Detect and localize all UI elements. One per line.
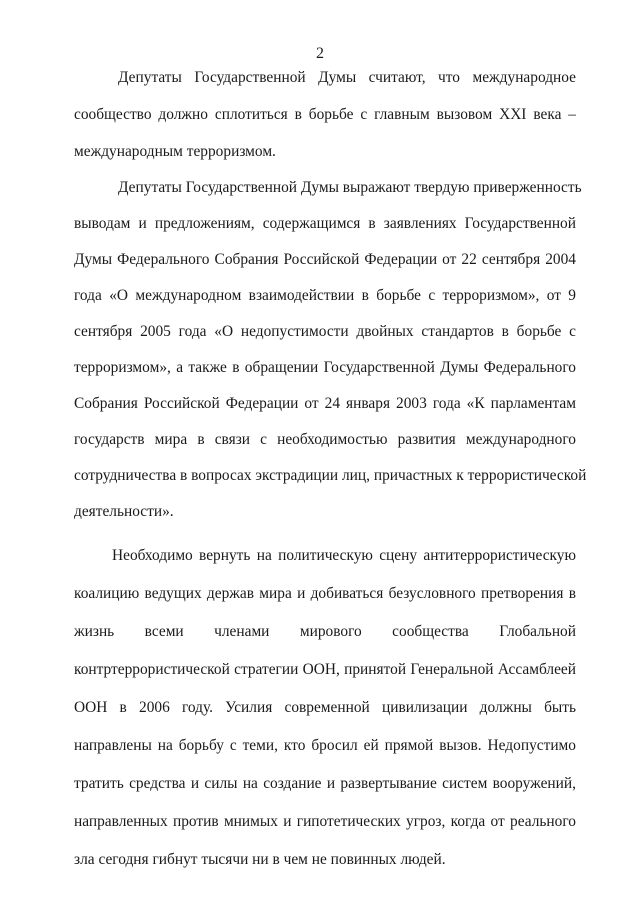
paragraph-2-line-3: Думы Федерального Собрания Российской Федерации от 22 сентября 2004	[74, 251, 576, 268]
paragraph-1-line-1: Депутаты Государственной Думы считают, что международное	[118, 69, 576, 86]
paragraph-1-line-2: сообщество должно сплотиться в борьбе с главным вызовом XXI века –	[74, 106, 576, 123]
paragraph-2-line-5: сентября 2005 года «О недопустимости двойных стандартов в борьбе с	[74, 323, 576, 340]
page-number: 2	[316, 45, 324, 62]
paragraph-3-line-5: ООН в 2006 году. Усилия современной цивилизации должны быть	[74, 699, 576, 716]
paragraph-3-line-1: Необходимо вернуть на политическую сцену антитеррористическую	[112, 547, 576, 564]
paragraph-3-line-6: направлены на борьбу с теми, кто бросил ей прямой вызов. Недопустимо	[74, 737, 576, 754]
paragraph-2-line-8: государств мира в связи с необходимостью развития международного	[74, 431, 576, 448]
paragraph-2-line-4: года «О международном взаимодействии в борьбе с терроризмом», от 9	[74, 287, 576, 304]
paragraph-3-line-3: жизнь всеми членами мирового сообщества Глобальной	[74, 623, 576, 640]
paragraph-2-line-2: выводам и предложениям, содержащимся в заявлениях Государственной	[74, 215, 576, 232]
paragraph-3-line-7: тратить средства и силы на создание и развертывание систем вооружений,	[74, 775, 576, 792]
paragraph-2-line-9: сотрудничества в вопросах экстрадиции лиц, причастных к террористической	[74, 467, 587, 484]
paragraph-1-line-3: международным терроризмом.	[74, 143, 276, 160]
paragraph-3-line-8: направленных против мнимых и гипотетических угроз, когда от реального	[74, 813, 576, 830]
paragraph-3-line-2: коалицию ведущих держав мира и добиваться безусловного претворения в	[74, 585, 576, 602]
paragraph-2-line-7: Собрания Российской Федерации от 24 января 2003 года «К парламентам	[74, 395, 576, 412]
paragraph-2-line-10: деятельности».	[74, 503, 174, 520]
paragraph-2-line-1: Депутаты Государственной Думы выражают твердую приверженность	[118, 179, 582, 196]
paragraph-3-line-4: контртеррористической стратегии ООН, принятой Генеральной Ассамблеей	[74, 661, 576, 678]
paragraph-3-line-9: зла сегодня гибнут тысячи ни в чем не повинных людей.	[74, 851, 446, 868]
paragraph-2-line-6: терроризмом», а также в обращении Государственной Думы Федерального	[74, 359, 576, 376]
